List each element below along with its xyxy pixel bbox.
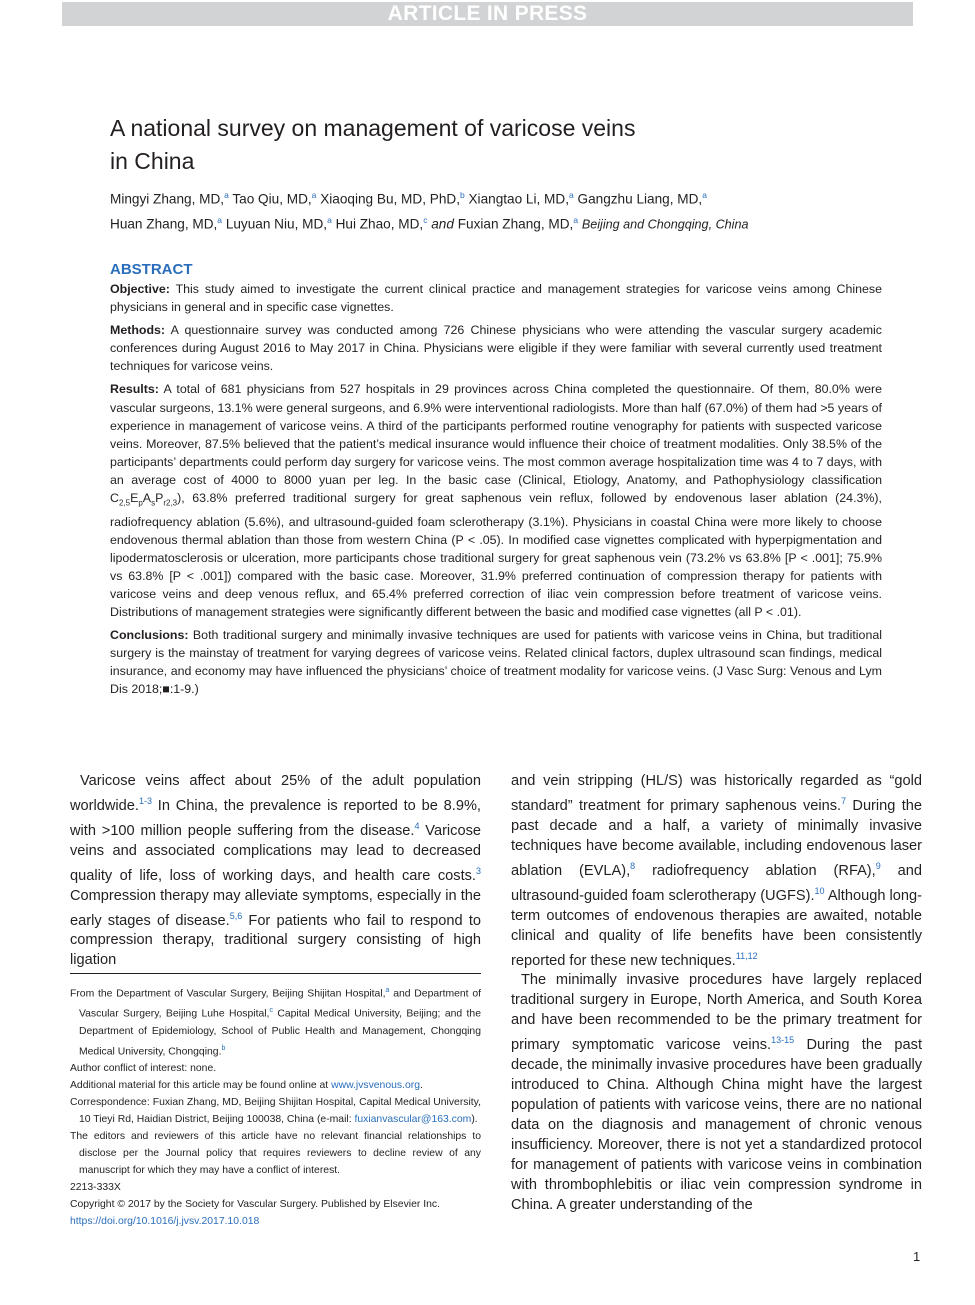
author-location: Beijing and Chongqing, China	[581, 217, 749, 232]
copyright: Copyright © 2017 by the Society for Vascular Surgery. Published by Elsevier Inc.	[70, 1199, 440, 1211]
citation-link[interactable]: 3	[475, 865, 481, 876]
author-list	[110, 185, 900, 235]
author: Tao Qiu, MD,	[232, 191, 312, 207]
affiliation-mark[interactable]: a	[224, 190, 229, 200]
body-text: Varicose veins affect about 25% of the adult population worldwide.	[70, 773, 481, 814]
citation-link[interactable]: 5,6	[229, 910, 243, 921]
author: Gangzhu Liang, MD,	[577, 191, 703, 207]
citation-link[interactable]: 1-3	[138, 796, 152, 806]
affiliation-mark[interactable]: a	[217, 214, 223, 225]
author: Fuxian Zhang, MD,	[457, 216, 574, 232]
conflict-footnote: Author conflict of interest: none.	[70, 1063, 217, 1075]
body-text: For patients who fail to respond to compression therapy, traditional surgery consisting of high ligation	[70, 912, 481, 969]
affiliation-mark[interactable]: a	[573, 214, 579, 225]
title-line-2: in China	[110, 148, 195, 174]
title-line-1: A national survey on management of varicose veins	[110, 115, 636, 141]
abstract-heading: ABSTRACT	[110, 261, 193, 278]
affiliation-mark[interactable]: a	[568, 190, 574, 200]
abstract-objective	[110, 280, 882, 316]
affiliation-mark[interactable]: c	[423, 214, 428, 225]
body-text: Although long-term outcomes of endovenous therapies are awaited, notable clinical and quality of life benefits have been consistently reported for these new techniques.	[511, 887, 922, 969]
citation-link[interactable]: 7	[841, 796, 847, 806]
footnotes	[70, 982, 481, 1230]
affiliation-mark: b	[221, 1044, 226, 1052]
ceap-letter: E	[130, 491, 139, 506]
affiliation-mark[interactable]: b	[459, 190, 465, 200]
email-link[interactable]: fuxianvascular@163.com	[354, 1114, 472, 1126]
body-text: During the past decade and a half, a variety of minimally invasive techniques have become available, including endovenous laser ablation (EVLA),	[511, 797, 922, 879]
ceap-subscript: s	[151, 498, 156, 508]
abstract-results	[110, 380, 882, 621]
body-text: Varicose veins and associated complications may lead to decreased quality of life, loss of working days, and health care costs.	[70, 822, 482, 884]
author: Mingyi Zhang, MD,	[110, 191, 225, 207]
citation-link[interactable]: 4	[414, 820, 420, 831]
affiliations-footnote	[70, 982, 481, 1060]
footnote-text: ).	[471, 1114, 478, 1126]
ceap-letter: P	[155, 491, 164, 506]
methods-label: Methods:	[110, 323, 166, 338]
ceap-subscript: r2,3	[163, 498, 178, 508]
results-text: A total of 681 physicians from 527 hospitals in 29 provinces across China completed the questionnaire. Of them, 80.0% were vascular surgeons, 13.1% were general surgeons, and 6.9% were interventional radiologists. More than half (67.0%) of them had >5 years of experience in management of varicose veins. A third of the participants performed routine venography for patients with suspected varicose veins. Moreover, 87.5% believed that the patient’s medical insurance would influence their choice of treatment modalities. Only 38.5% of the participants’ departments could perform day surgery for varicose veins. The most common average hospitalization time was 4 to 7 days, with an average cost of 4000 to 8000 yuan per leg. In the basic case (Clinical, Etiology, Anatomy, and Pathophysiology classification C	[110, 382, 882, 506]
author: Hui Zhao, MD,	[335, 216, 424, 232]
issn: 2213-333X	[70, 1182, 121, 1194]
abstract	[110, 260, 882, 704]
footnote-text: Correspondence: Fuxian Zhang, MD, Beijing Shijitan Hospital, Capital Medical University, 10 Tieyi Rd, Haidian District, Beijing 100038, China (e-mail:	[70, 1097, 481, 1126]
additional-material-footnote	[70, 1077, 481, 1094]
journal-website-link[interactable]: www.jvsvenous.org	[331, 1080, 420, 1092]
article-in-press-banner: ARTICLE IN PRESS	[62, 2, 913, 26]
body-text: radiofrequency ablation (RFA),	[635, 862, 876, 879]
body-column-right	[511, 771, 922, 1215]
page-number: 1	[913, 1249, 921, 1264]
intro-paragraph-2	[511, 970, 922, 1215]
doi-link[interactable]: https://doi.org/10.1016/j.jvsv.2017.10.018	[70, 1216, 260, 1228]
body-text: Compression therapy may alleviate symptoms, especially in the early stages of disease.	[70, 887, 481, 929]
results-label: Results:	[110, 382, 159, 397]
affiliation-mark[interactable]: a	[311, 190, 317, 200]
objective-text: This study aimed to investigate the current clinical practice and management strategies for varicose veins among Chinese physicians in general and in specific case vignettes.	[110, 282, 883, 315]
intro-paragraph-1-continued	[511, 771, 922, 970]
conclusions-label: Conclusions:	[110, 628, 189, 643]
citation-link[interactable]: 10	[814, 885, 825, 896]
conclusions-text: Both traditional surgery and minimally invasive techniques are used for patients with varicose veins in China, but traditional surgery is the mainstay of treatment for varying degrees of varicose veins. Related clinical factors, duplex ultrasound scan findings, medical insurance, and economy may have influenced the physicians’ choice of treatment modality for varicose veins. (J Vasc Surg: Venous and Lym Dis 2018;■:1-9.)	[110, 628, 882, 697]
ceap-subscript: 2,5	[118, 498, 131, 508]
correspondence-footnote	[70, 1094, 481, 1128]
footnote-divider	[70, 973, 481, 974]
footnote-text: and Department of Vascular Surgery, Beijing Luhe Hospital,	[79, 988, 481, 1020]
methods-text: A questionnaire survey was conducted among 726 Chinese physicians who were attending the vascular surgery academic conferences during August 2016 to May 2017 in China. Physicians were eligible if they were familiar with several currently used treatment techniques for varicose veins.	[110, 323, 882, 374]
citation-link[interactable]: 9	[875, 860, 881, 871]
citation-link[interactable]: 8	[630, 860, 636, 871]
author: Xiangtao Li, MD,	[468, 191, 569, 207]
footnote-text: Capital Medical University, Beijing; and the Department of Epidemiology, School of Public Health and Management, Chongqing Medical University, Chongqing.	[79, 1008, 481, 1058]
abstract-methods	[110, 321, 882, 375]
body-text: and ultrasound-guided foam sclerotherapy (UGFS).	[511, 862, 922, 904]
body-text: In China, the prevalence is reported to be 8.9%, with >100 million people suffering from the disease.	[70, 797, 481, 839]
affiliation-mark[interactable]: a	[702, 190, 707, 200]
affiliation-mark: a	[385, 987, 390, 994]
author: Luyuan Niu, MD,	[225, 216, 328, 232]
author-conjunction: and	[431, 216, 454, 232]
abstract-conclusions	[110, 626, 882, 698]
editors-footnote: The editors and reviewers of this article have no relevant financial relationships to disclose per the Journal policy that requires reviewers to decline review of any manuscript for which they may have a conflict of interest.	[70, 1131, 481, 1177]
body-text: and vein stripping (HL/S) was historically regarded as “gold standard” treatment for primary saphenous veins.	[511, 773, 922, 814]
body-text: The minimally invasive procedures have largely replaced traditional surgery in Europe, North America, and South Korea and have been recommended to be the primary treatment for primary symptomatic varicose veins.	[511, 972, 922, 1054]
affiliation-mark[interactable]: a	[327, 214, 332, 225]
citation-link[interactable]: 13-15	[771, 1035, 795, 1046]
footnote-text: Additional material for this article may be found online at	[70, 1080, 332, 1092]
body-column-left	[70, 771, 481, 970]
results-text-continued: ), 63.8% preferred traditional surgery for great saphenous vein reflux, followed by endovenous laser ablation (24.3%), radiofrequency ablation (5.6%), and ultrasound-guided foam sclerotherapy (3.1%). Physicians in coastal China were more likely to choose endovenous thermal ablation than those from western China (P < .05). In modified case vignettes complicated with hyperpigmentation and lipodermatosclerosis or ulceration, more participants chose traditional surgery for great saphenous vein (73.2% vs 63.8% [P < .001]; 75.9% vs 63.8% [P < .001]) compared with the basic case. Moreover, 31.9% preferred continuation of compression therapy for patients with varicose veins and deep venous reflux, and 65.4% preferred correction of iliac vein compression before treatment of varicose veins. Distributions of management strategies were significantly different between the basic and modified case vignettes (all P < .01).	[110, 491, 882, 620]
ceap-letter: A	[142, 491, 152, 506]
author: Xiaoqing Bu, MD, PhD,	[320, 191, 460, 207]
objective-label: Objective:	[110, 282, 170, 296]
affiliation-mark: c	[269, 1007, 273, 1015]
citation-link[interactable]: 11,12	[735, 950, 758, 961]
intro-paragraph-1	[70, 771, 481, 970]
footnote-text: .	[420, 1080, 423, 1092]
footnote-text: From the Department of Vascular Surgery, Beijing Shijitan Hospital,	[70, 988, 386, 1000]
article-title	[110, 112, 870, 178]
author: Huan Zhang, MD,	[110, 216, 218, 232]
body-text: During the past decade, the minimally invasive procedures have been gradually introduced to China. Although China might have the largest population of patients with varicose veins, there are no national data on the diagnosis and management of chronic venous insufficiency. Moreover, there is not yet a standardized protocol for management of patients with varicose veins in combination with thrombophlebitis or iliac vein compression syndrome in China. A greater understanding of the	[511, 1037, 922, 1214]
ceap-subscript: p	[138, 498, 143, 508]
